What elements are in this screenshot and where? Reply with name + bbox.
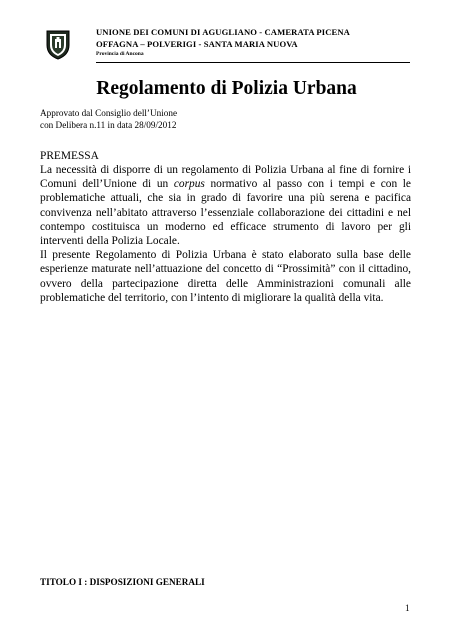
header-union-name: UNIONE DEI COMUNI DI AGUGLIANO - CAMERATA PICENA xyxy=(96,27,350,37)
header-province: Provincia di Ancona xyxy=(96,51,144,57)
header-member-towns: OFFAGNA – POLVERIGI - SANTA MARIA NUOVA xyxy=(96,39,298,49)
paragraph-1 xyxy=(40,163,411,248)
paragraph-1-text-a: La necessità di disporre di un regolamento di Polizia Urbana al fine di fornire i Comuni dell’Unione di un xyxy=(40,164,411,191)
document-title: Regolamento di Polizia Urbana xyxy=(96,78,357,99)
approval-note xyxy=(40,108,177,131)
premessa-body xyxy=(40,163,411,305)
paragraph-2: Il presente Regolamento di Polizia Urbana è stato elaborato sulla base delle esperienze maturate nell’attuazione del concetto di “Prossimità” con il cittadino, ovvero della partecipazione diretta delle Amministrazioni comunali alle problematiche del territorio, con l’intento di migliorare la qualità della vita. xyxy=(40,249,411,304)
paragraph-1-italic: corpus xyxy=(173,178,205,191)
approval-line-2: con Delibera n.11 in data 28/09/2012 xyxy=(40,119,177,130)
header-divider xyxy=(96,62,410,63)
coat-of-arms-icon xyxy=(44,28,72,60)
paragraph-1-text-b: normativo al passo con i tempi e con le problematiche attuali, che sia in grado di favorire una più serena e pacifica convivenza nell’abitato attraverso l’essenziale collaborazione dei cittadini e nel contempo costituisca un moderno ed efficace strumento di lavoro per gli interventi della Polizia Locale. xyxy=(40,178,411,248)
approval-line-1: Approvato dal Consiglio dell’Unione xyxy=(40,108,178,118)
page-number: 1 xyxy=(405,603,410,613)
chapter-heading: TITOLO I : DISPOSIZIONI GENERALI xyxy=(40,577,205,587)
section-heading: PREMESSA xyxy=(40,150,99,162)
